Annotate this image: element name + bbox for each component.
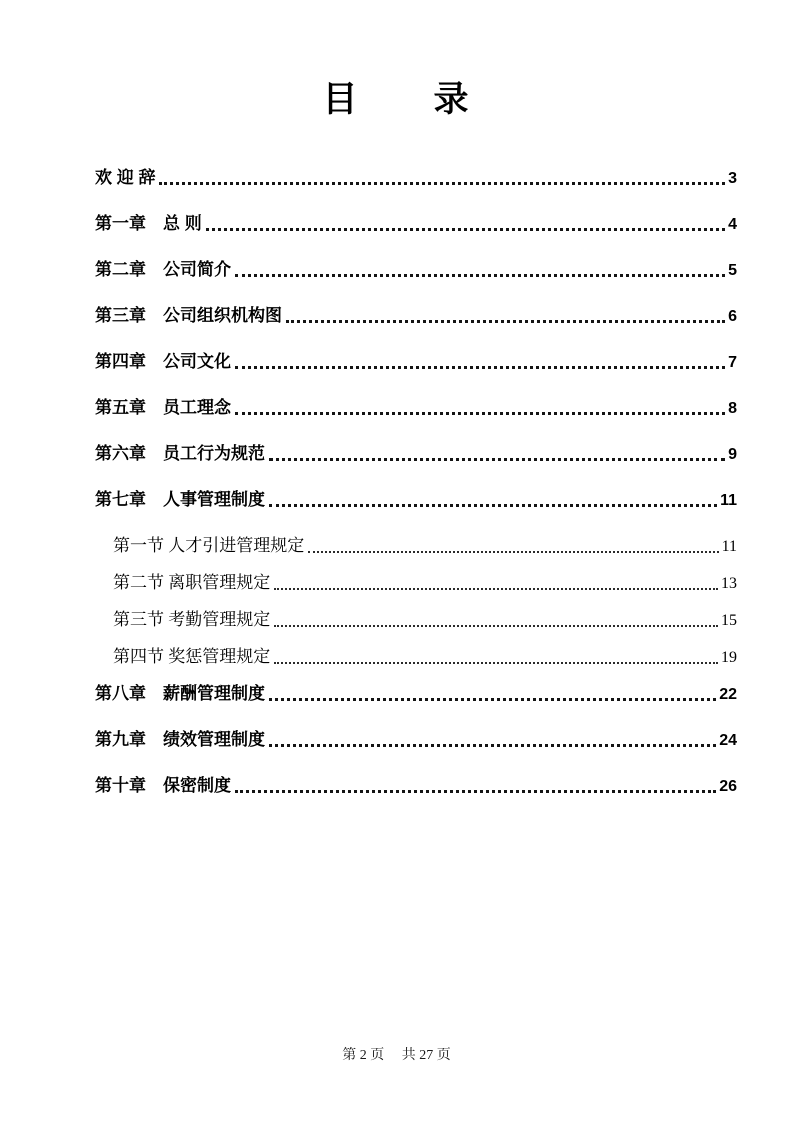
toc-entry-label: 欢 迎 辞: [95, 168, 156, 187]
toc-dot-leader: [269, 458, 725, 461]
toc-entry-page: 26: [719, 778, 737, 795]
toc-entry: [95, 490, 737, 511]
toc-entry-label: 第二节 离职管理规定: [113, 573, 271, 592]
toc-dot-leader: [235, 274, 725, 277]
toc-entry-label: 第一节 人才引进管理规定: [113, 536, 305, 555]
toc-entry-page: 9: [728, 446, 737, 463]
page-title: 目 录: [322, 80, 471, 119]
toc-entry-page: 4: [728, 216, 737, 233]
toc-entry: [95, 306, 737, 327]
toc-entry: [95, 647, 737, 667]
toc-entry-label: 第四节 奖惩管理规定: [113, 647, 271, 666]
toc-dot-leader: [269, 504, 717, 507]
toc-entry-label: 第二章 公司简介: [95, 260, 231, 279]
toc-dot-leader: [274, 662, 718, 664]
toc-entry: [95, 610, 737, 630]
toc-entry-page: 15: [721, 612, 737, 629]
toc-dot-leader: [235, 412, 725, 415]
toc-dot-leader: [274, 625, 718, 627]
toc-entry-page: 8: [728, 400, 737, 417]
toc-entry-page: 3: [728, 170, 737, 187]
toc-entry-page: 22: [719, 686, 737, 703]
toc-entry-label: 第四章 公司文化: [95, 352, 231, 371]
toc-entry-page: 11: [720, 492, 737, 509]
toc-entry-page: 6: [728, 308, 737, 325]
toc-list: [95, 168, 737, 797]
toc-entry-label: 第三节 考勤管理规定: [113, 610, 271, 629]
toc-entry-label: 第六章 员工行为规范: [95, 444, 265, 463]
toc-entry-label: 第三章 公司组织机构图: [95, 306, 282, 325]
page-footer: 第 2 页 共 27 页: [342, 1048, 451, 1063]
toc-entry-page: 7: [728, 354, 737, 371]
toc-entry: [95, 398, 737, 419]
toc-entry-label: 第九章 绩效管理制度: [95, 730, 265, 749]
toc-entry-label: 第十章 保密制度: [95, 776, 231, 795]
toc-dot-leader: [308, 551, 718, 553]
toc-entry: [95, 214, 737, 235]
toc-dot-leader: [286, 320, 725, 323]
toc-entry-page: 13: [721, 575, 737, 592]
toc-entry: [95, 260, 737, 281]
toc-entry: [95, 352, 737, 373]
toc-entry: [95, 168, 737, 189]
toc-entry-label: 第一章 总 则: [95, 214, 202, 233]
toc-entry-label: 第七章 人事管理制度: [95, 490, 265, 509]
toc-dot-leader: [274, 588, 718, 590]
toc-dot-leader: [269, 744, 716, 747]
toc-entry-page: 5: [728, 262, 737, 279]
toc-entry: [95, 684, 737, 705]
toc-entry-label: 第五章 员工理念: [95, 398, 231, 417]
toc-dot-leader: [159, 182, 725, 185]
toc-dot-leader: [269, 698, 716, 701]
toc-dot-leader: [235, 366, 725, 369]
toc-entry: [95, 444, 737, 465]
toc-entry-page: 11: [721, 538, 737, 555]
toc-entry: [95, 730, 737, 751]
toc-entry-page: 24: [719, 732, 737, 749]
toc-entry-page: 19: [721, 649, 737, 666]
toc-entry: [95, 536, 737, 556]
toc-dot-leader: [235, 790, 716, 793]
toc-dot-leader: [206, 228, 725, 231]
toc-entry-label: 第八章 薪酬管理制度: [95, 684, 265, 703]
toc-entry: [95, 776, 737, 797]
toc-entry: [95, 573, 737, 593]
